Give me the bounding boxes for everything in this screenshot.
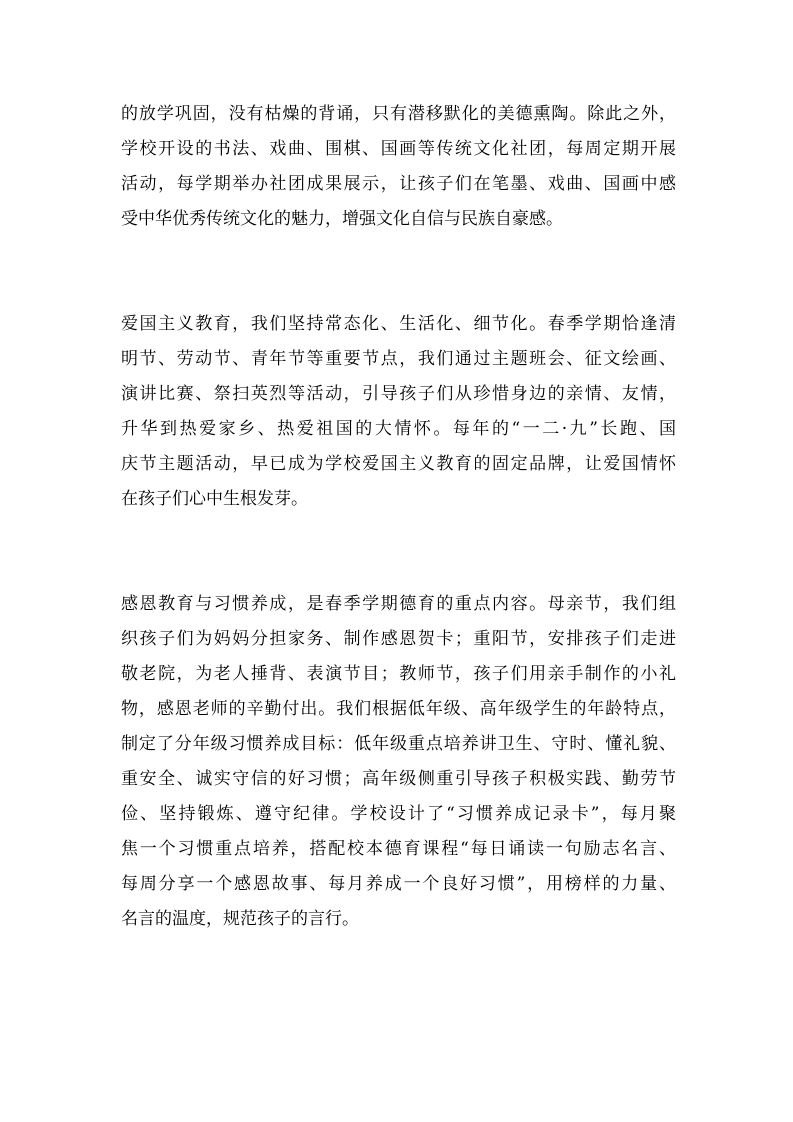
text-line: 升华到热爱家乡、热爱祖国的大情怀。每年的“一二·九”长跑、国 [121, 419, 676, 439]
text-line: 在孩子们心中生根发芽。 [121, 489, 308, 509]
paragraph-gratitude-habits [121, 587, 676, 937]
text-line: 演讲比赛、祭扫英烈等活动，引导孩子们从珍惜身边的亲情、友情， [121, 384, 676, 404]
text-line: 每周分享一个感恩故事、每月养成一个良好习惯”，用榜样的力量、 [121, 874, 676, 894]
paragraph-patriotic-education [121, 307, 676, 517]
text-line: 敬老院，为老人捶背、表演节目；教师节，孩子们用亲手制作的小礼 [121, 664, 676, 684]
text-line: 名言的温度，规范孩子的言行。 [121, 909, 359, 929]
text-line: 活动，每学期举办社团成果展示，让孩子们在笔墨、戏曲、国画中感 [121, 174, 676, 194]
text-line: 爱国主义教育，我们坚持常态化、生活化、细节化。春季学期恰逢清 [121, 314, 676, 334]
text-line: 制定了分年级习惯养成目标：低年级重点培养讲卫生、守时、懂礼貌、 [121, 734, 676, 754]
text-line: 俭、坚持锻炼、遵守纪律。学校设计了“习惯养成记录卡”，每月聚 [121, 804, 676, 824]
text-line: 受中华优秀传统文化的魅力，增强文化自信与民族自豪感。 [121, 209, 563, 229]
text-line: 感恩教育与习惯养成，是春季学期德育的重点内容。母亲节，我们组 [121, 594, 676, 614]
text-line: 重安全、诚实守信的好习惯；高年级侧重引导孩子积极实践、勤劳节 [121, 769, 676, 789]
text-line: 织孩子们为妈妈分担家务、制作感恩贺卡；重阳节，安排孩子们走进 [121, 629, 676, 649]
text-line: 焦一个习惯重点培养，搭配校本德育课程“每日诵读一句励志名言、 [121, 839, 676, 859]
text-line: 物，感恩老师的辛勤付出。我们根据低年级、高年级学生的年龄特点， [121, 699, 676, 719]
text-line: 明节、劳动节、青年节等重要节点，我们通过主题班会、征文绘画、 [121, 349, 676, 369]
paragraph-traditional-culture [121, 97, 676, 237]
text-line: 的放学巩固，没有枯燥的背诵，只有潜移默化的美德熏陶。除此之外， [121, 104, 676, 124]
text-line: 庆节主题活动，早已成为学校爱国主义教育的固定品牌，让爱国情怀 [121, 454, 676, 474]
text-line: 学校开设的书法、戏曲、围棋、国画等传统文化社团，每周定期开展 [121, 139, 676, 159]
